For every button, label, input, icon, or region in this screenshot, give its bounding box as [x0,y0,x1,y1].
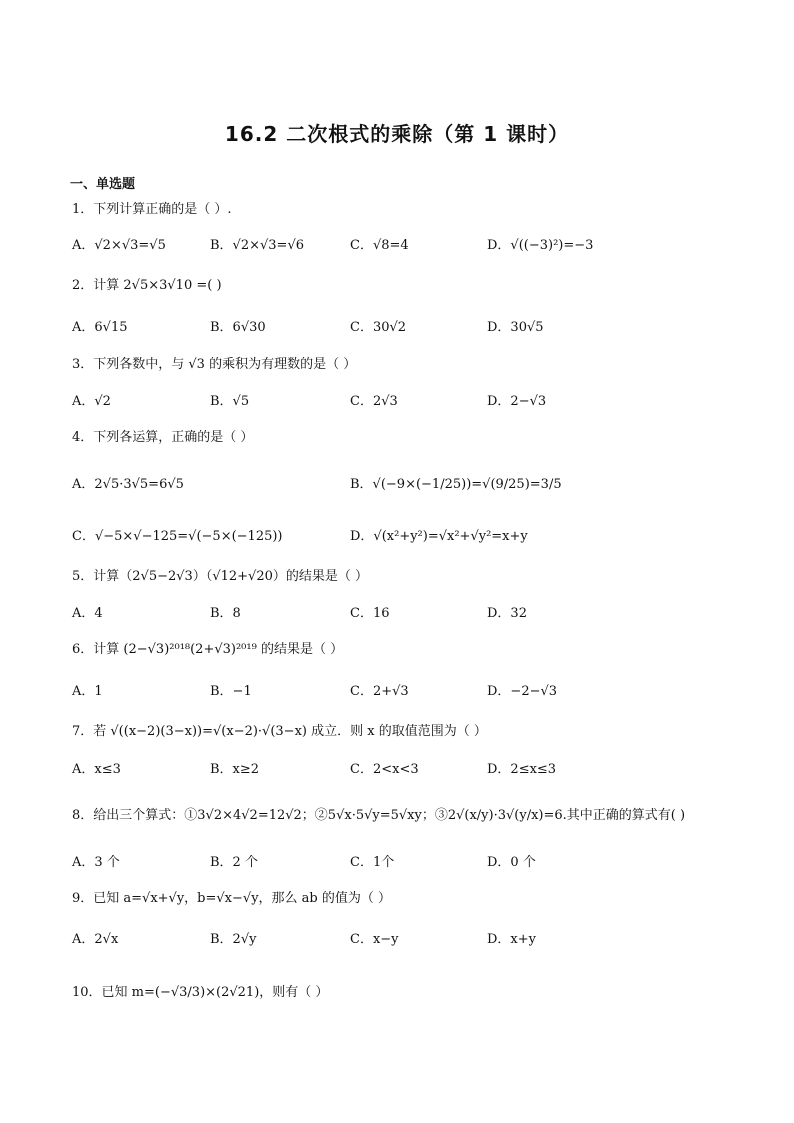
question-7-option-d: D．2≤x≤3 [487,762,557,777]
question-8-option-a: A．3 个 [72,855,120,870]
question-8-option-b: B．2 个 [210,855,258,870]
question-2-stem: 2．计算 2√5×3√10 =( ) [72,278,222,293]
question-1-option-d: D．√((−3)²)=−3 [487,238,594,253]
question-2-option-d: D．30√5 [487,320,544,335]
question-6-option-b: B．−1 [210,684,252,699]
question-3-option-d: D．2−√3 [487,394,547,409]
question-8-option-c: C．1个 [350,855,395,870]
question-5-option-c: C．16 [350,606,390,621]
question-5-option-a: A．4 [72,606,103,621]
question-4-option-d: D．√(x²+y²)=√x²+√y²=x+y [350,529,528,544]
question-4-option-a: A．2√5·3√5=6√5 [72,477,184,492]
question-6-option-c: C．2+√3 [350,684,409,699]
question-9-option-b: B．2√y [210,932,257,947]
question-10-stem: 10．已知 m=(−√3/3)×(2√21)，则有（ ） [72,985,329,1000]
question-1-option-a: A．√2×√3=√5 [72,238,166,253]
question-6-option-a: A．1 [72,684,103,699]
question-5-option-d: D．32 [487,606,527,621]
question-2-option-a: A．6√15 [72,320,128,335]
question-9-stem: 9．已知 a=√x+√y，b=√x−√y，那么 ab 的值为（ ） [72,891,392,906]
question-6-option-d: D．−2−√3 [487,684,558,699]
question-7-option-b: B．x≥2 [210,762,260,777]
question-4-option-c: C．√−5×√−125=√(−5×(−125)) [72,529,283,544]
question-2-option-b: B．6√30 [210,320,266,335]
question-8-stem: 8．给出三个算式：①3√2×4√2=12√2；②5√x·5√y=5√xy；③2√(x/y)·3√(y/x)=6.其中正确的算式有( ) [72,808,686,823]
page-title: 16.2 二次根式的乘除（第 1 课时） [224,122,570,146]
question-2-option-c: C．30√2 [350,320,407,335]
question-3-option-c: C．2√3 [350,394,398,409]
section-heading: 一、单选题 [70,177,136,192]
question-5-option-b: B．8 [210,606,241,621]
question-1-stem: 1．下列计算正确的是（ ）. [72,202,232,217]
question-4-stem: 4．下列各运算，正确的是（ ） [72,430,254,445]
question-8-option-d: D．0 个 [487,855,536,870]
question-7-stem: 7．若 √((x−2)(3−x))=√(x−2)·√(3−x) 成立．则 x 的取值范围为（ ） [72,724,487,739]
question-5-stem: 5．计算（2√5−2√3）（√12+√20）的结果是（ ） [72,569,368,584]
question-6-stem: 6．计算 (2−√3)²⁰¹⁸(2+√3)²⁰¹⁹ 的结果是（ ） [72,642,344,657]
question-3-option-a: A．√2 [72,394,111,409]
question-7-option-a: A．x≤3 [72,762,121,777]
question-7-option-c: C．2<x<3 [350,762,419,777]
question-3-stem: 3．下列各数中，与 √3 的乘积为有理数的是（ ） [72,357,357,372]
question-1-option-b: B．√2×√3=√6 [210,238,305,253]
question-9-option-d: D．x+y [487,932,536,947]
question-9-option-a: A．2√x [72,932,119,947]
question-9-option-c: C．x−y [350,932,399,947]
question-3-option-b: B．√5 [210,394,250,409]
question-1-option-c: C．√8=4 [350,238,409,253]
question-4-option-b: B．√(−9×(−1/25))=√(9/25)=3/5 [350,477,562,492]
